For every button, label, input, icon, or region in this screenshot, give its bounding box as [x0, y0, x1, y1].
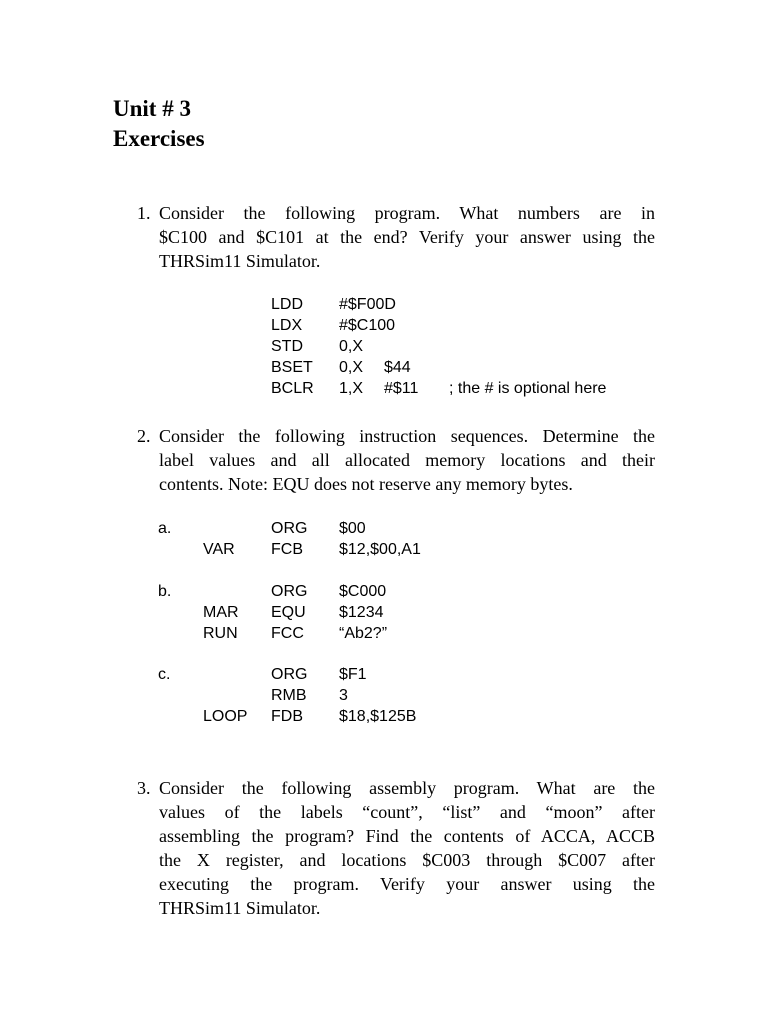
- question-3-line-4: the X register, and locations $C003 through $C007 after: [159, 850, 655, 870]
- code-arg: 1,X: [339, 380, 364, 397]
- code-op: LDD: [271, 296, 304, 313]
- part-letter: b.: [158, 583, 172, 600]
- question-2-line-1: Consider the following instruction sequences. Determine the: [159, 426, 655, 446]
- code-label: RUN: [203, 625, 238, 642]
- question-2-line-3: contents. Note: EQU does not reserve any memory bytes.: [159, 474, 573, 494]
- code-op: FCC: [271, 625, 304, 642]
- code-op: STD: [271, 338, 303, 355]
- code-arg: 0,X: [339, 359, 364, 376]
- question-3-line-2: values of the labels “count”, “list” and “moon” after: [159, 802, 655, 822]
- code-arg: $00: [339, 520, 366, 537]
- question-2-line-2: label values and all allocated memory locations and their: [159, 450, 655, 470]
- code-arg: $F1: [339, 666, 367, 683]
- code-label: VAR: [203, 541, 235, 558]
- code-arg: 3: [339, 687, 348, 704]
- question-1-line-2: $C100 and $C101 at the end? Verify your answer using the: [159, 227, 655, 247]
- code-op: ORG: [271, 666, 308, 683]
- code-op: RMB: [271, 687, 307, 704]
- code-arg: 0,X: [339, 338, 364, 355]
- question-3-line-3: assembling the program? Find the contents of ACCA, ACCB: [159, 826, 655, 846]
- part-letter: c.: [158, 666, 171, 683]
- code-arg: $12,$00,A1: [339, 541, 421, 558]
- question-3-line-1: Consider the following assembly program. What are the: [159, 778, 655, 798]
- code-arg: “Ab2?”: [339, 625, 388, 642]
- code-comment: ; the # is optional here: [449, 380, 607, 397]
- code-op: FDB: [271, 708, 303, 725]
- code-op: BSET: [271, 359, 313, 376]
- code-op: ORG: [271, 583, 308, 600]
- question-1-number: 1.: [137, 203, 151, 223]
- code-arg: $1234: [339, 604, 384, 621]
- question-3-line-6: THRSim11 Simulator.: [159, 898, 321, 918]
- question-3-number: 3.: [137, 778, 151, 798]
- code-op: LDX: [271, 317, 303, 334]
- code-arg: $18,$125B: [339, 708, 417, 725]
- question-2-number: 2.: [137, 426, 151, 446]
- question-1-line-3: THRSim11 Simulator.: [159, 251, 321, 271]
- question-3-line-5: executing the program. Verify your answer using the: [159, 874, 655, 894]
- code-label: MAR: [203, 604, 239, 621]
- code-arg: $C000: [339, 583, 387, 600]
- part-letter: a.: [158, 520, 172, 537]
- question-1-line-1: Consider the following program. What numbers are in: [159, 203, 655, 223]
- code-op: EQU: [271, 604, 306, 621]
- code-arg: #$C100: [339, 317, 396, 334]
- code-label: LOOP: [203, 708, 248, 725]
- code-arg-2: #$11: [384, 380, 419, 397]
- page-title: Exercises: [113, 126, 205, 151]
- code-arg: #$F00D: [339, 296, 396, 313]
- code-op: ORG: [271, 520, 308, 537]
- code-arg-2: $44: [384, 359, 411, 376]
- code-op: FCB: [271, 541, 303, 558]
- unit-heading: Unit # 3: [113, 96, 191, 121]
- code-op: BCLR: [271, 380, 314, 397]
